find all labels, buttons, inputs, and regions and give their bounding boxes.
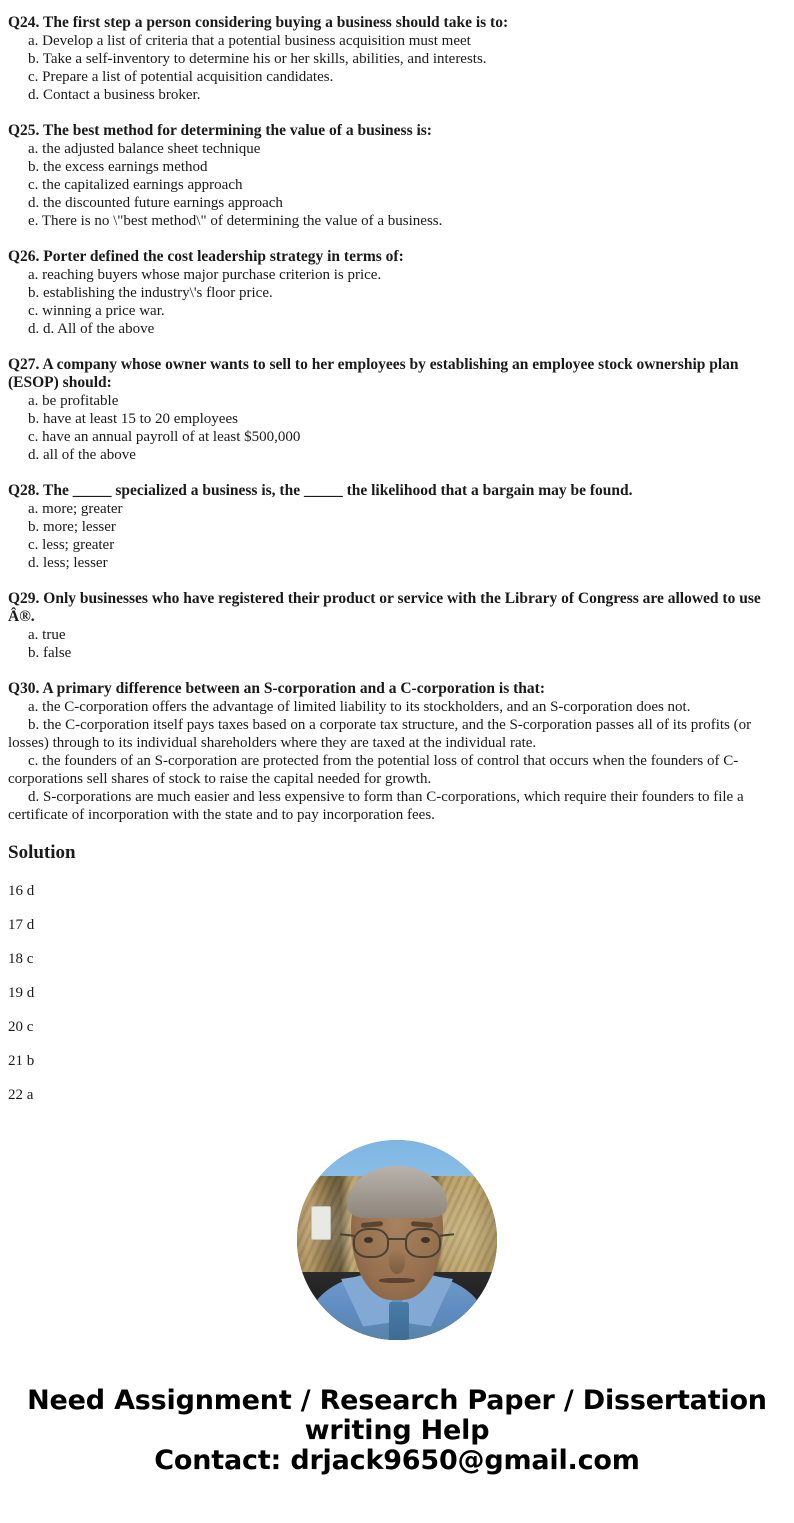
option-item: b. Take a self-inventory to determine his or her skills, abilities, and interests.	[28, 51, 487, 67]
avatar-mouth	[379, 1278, 415, 1283]
option-item: d. all of the above	[28, 447, 136, 463]
solution-heading: Solution	[8, 842, 76, 863]
option-item: b. the C-corporation itself pays taxes based on a corporate tax structure, and the S-corporation passes all of its profits (or losses) through to its individual shareholders where they are taxed at the individual rate.	[8, 717, 752, 751]
option-item: d. the discounted future earnings approach	[28, 195, 283, 211]
option-item: d. Contact a business broker.	[28, 87, 201, 103]
option-item: c. the capitalized earnings approach	[28, 177, 243, 193]
option-item: a. the C-corporation offers the advantage of limited liability to its stockholders, and an S-corporation does not.	[28, 699, 691, 715]
option-item: a. the adjusted balance sheet technique	[28, 141, 261, 157]
answer-item: 18 c	[8, 951, 34, 967]
option-list	[8, 698, 786, 824]
option-item: d. S-corporations are much easier and less expensive to form than C-corporations, which require their founders to file a certificate of incorporation with the state and to pay incorporation fees.	[8, 789, 744, 823]
option-list	[8, 392, 786, 464]
option-item: c. the founders of an S-corporation are protected from the potential loss of control that occurs when the founders of C-corporations sell shares of stock to raise the capital needed for growth.	[8, 753, 739, 787]
avatar	[297, 1140, 497, 1340]
footer-line-2: writing Help	[304, 1415, 490, 1446]
option-item: d. less; lesser	[28, 555, 108, 571]
option-item: a. reaching buyers whose major purchase criterion is price.	[28, 267, 382, 283]
option-item: a. Develop a list of criteria that a potential business acquisition must meet	[28, 33, 471, 49]
avatar-eyeglass-bridge	[388, 1238, 406, 1240]
question-block	[8, 14, 786, 104]
option-item: d. d. All of the above	[28, 321, 155, 337]
option-item: a. be profitable	[28, 393, 119, 409]
question-stem: Q27. A company whose owner wants to sell to her employees by establishing an employee stock ownership plan (ESOP) should:	[8, 356, 739, 391]
question-stem: Q25. The best method for determining the value of a business is:	[8, 122, 432, 139]
question-stem: Q30. A primary difference between an S-corporation and a C-corporation is that:	[8, 680, 545, 697]
option-item: b. have at least 15 to 20 employees	[28, 411, 238, 427]
answer-item: 20 c	[8, 1019, 34, 1035]
footer-contact: Contact: drjack9650@gmail.com	[154, 1445, 640, 1476]
question-stem: Q29. Only businesses who have registered their product or service with the Library of Congress are allowed to use Â®.	[8, 590, 761, 625]
answer-item: 16 d	[8, 883, 35, 899]
option-item: b. more; lesser	[28, 519, 116, 535]
question-block	[8, 248, 786, 338]
answer-list	[8, 882, 786, 1104]
avatar-container	[8, 1140, 786, 1340]
option-item: c. less; greater	[28, 537, 115, 553]
option-item: c. have an annual payroll of at least $500,000	[28, 429, 301, 445]
question-stem: Q24. The first step a person considering buying a business should take is to:	[8, 14, 509, 31]
answer-item: 21 b	[8, 1053, 35, 1069]
option-item: b. the excess earnings method	[28, 159, 208, 175]
avatar-eyeglass-left	[353, 1228, 389, 1258]
answer-item: 19 d	[8, 985, 35, 1001]
footer	[8, 1386, 786, 1476]
option-item: e. There is no \"best method\" of determining the value of a business.	[28, 213, 443, 229]
answer-item: 17 d	[8, 917, 35, 933]
question-block	[8, 680, 786, 824]
question-block	[8, 482, 786, 572]
option-item: a. true	[28, 627, 66, 643]
question-block	[8, 356, 786, 464]
question-block	[8, 590, 786, 662]
avatar-nose	[389, 1250, 405, 1274]
option-list	[8, 626, 786, 662]
footer-line-1: Need Assignment / Research Paper / Dissertation	[27, 1385, 767, 1416]
avatar-eyeglass-right	[405, 1228, 441, 1258]
option-list	[8, 140, 786, 230]
option-item: b. false	[28, 645, 72, 661]
avatar-tie	[389, 1302, 409, 1340]
option-list	[8, 500, 786, 572]
option-item: a. more; greater	[28, 501, 123, 517]
option-item: c. winning a price war.	[28, 303, 165, 319]
question-stem: Q26. Porter defined the cost leadership strategy in terms of:	[8, 248, 404, 265]
avatar-background-switch	[311, 1206, 331, 1240]
question-block	[8, 122, 786, 230]
option-item: b. establishing the industry\'s floor price.	[28, 285, 273, 301]
option-list	[8, 32, 786, 104]
option-list	[8, 266, 786, 338]
option-item: c. Prepare a list of potential acquisition candidates.	[28, 69, 334, 85]
question-stem: Q28. The _____ specialized a business is, the _____ the likelihood that a bargain may be found.	[8, 482, 633, 499]
answer-item: 22 a	[8, 1087, 34, 1103]
